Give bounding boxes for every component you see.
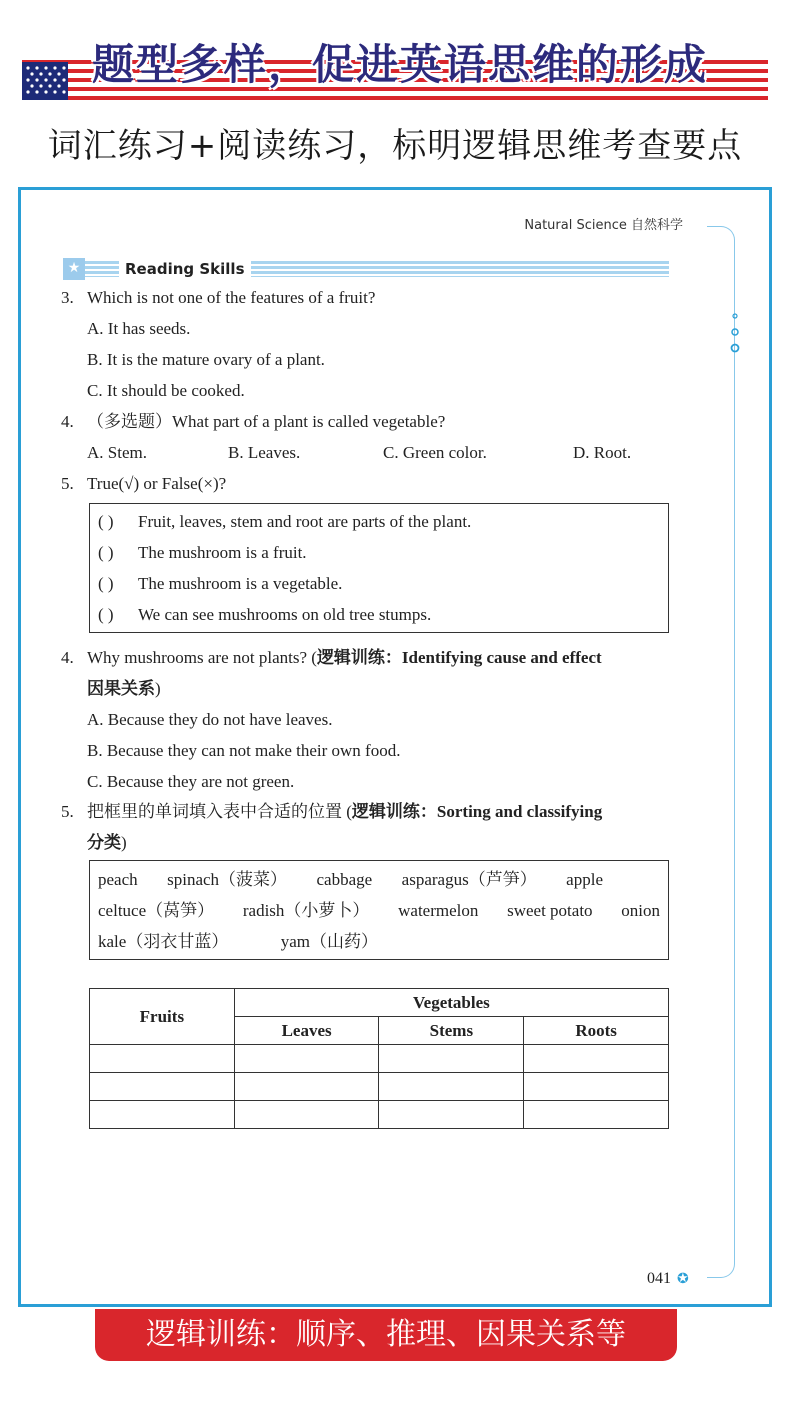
word: spinach（菠菜） <box>167 870 288 889</box>
question-text: （多选题）What part of a plant is called vegetable? <box>87 412 446 431</box>
option: A. Because they do not have leaves. <box>87 710 333 729</box>
question-5b <box>61 799 602 825</box>
table-cell[interactable] <box>234 1073 379 1101</box>
true-false-box <box>89 503 669 633</box>
tf-statement: ( ) The mushroom is a vegetable. <box>98 571 342 597</box>
option: C. It should be cooked. <box>87 381 245 400</box>
logic-tag: 逻辑训练：Identifying cause and effect <box>316 648 602 667</box>
word: onion <box>621 901 660 920</box>
reading-skills-bar <box>63 258 669 280</box>
star-icon: ★ <box>63 258 85 280</box>
word-row <box>98 898 660 924</box>
word: asparagus（芦笋） <box>401 870 537 889</box>
logic-tag: 逻辑训练：Sorting and classifying <box>351 802 603 821</box>
section-title: Reading Skills <box>119 258 251 280</box>
question-number: 5. <box>61 474 74 493</box>
word: cabbage <box>316 870 373 889</box>
word: peach <box>98 870 138 889</box>
tf-statement: ( ) The mushroom is a fruit. <box>98 540 307 566</box>
header-vegetables: Vegetables <box>234 989 668 1017</box>
answer-blank[interactable]: ( ) <box>98 605 114 624</box>
question-text: 把框里的单词填入表中合适的位置 ( <box>87 802 352 821</box>
header-leaves: Leaves <box>234 1017 379 1045</box>
banner-title: 题型多样，促进英语思维的形成 <box>92 40 709 89</box>
table-cell[interactable] <box>379 1101 524 1129</box>
table-cell[interactable] <box>90 1073 235 1101</box>
question-3 <box>61 285 375 311</box>
table-cell[interactable] <box>234 1045 379 1073</box>
table-cell[interactable] <box>234 1101 379 1129</box>
question-number: 5. <box>61 802 74 821</box>
word: watermelon <box>398 901 479 920</box>
table-cell[interactable] <box>90 1045 235 1073</box>
option: D. Root. <box>573 443 632 462</box>
table-cell[interactable] <box>524 1073 669 1101</box>
question-text: Why mushrooms are not plants? ( <box>87 648 317 667</box>
table-cell[interactable] <box>524 1045 669 1073</box>
header-stems: Stems <box>379 1017 524 1045</box>
question-text: Which is not one of the features of a fruit? <box>87 288 376 307</box>
question-number: 4. <box>61 648 74 667</box>
question-text: True(√) or False(×)? <box>87 474 227 493</box>
option: C. Green color. <box>383 443 487 462</box>
question-4 <box>61 409 445 435</box>
logic-tag-continued: 分类) <box>87 833 127 852</box>
table-cell[interactable] <box>90 1101 235 1129</box>
table-cell[interactable] <box>379 1073 524 1101</box>
question-5 <box>61 471 226 497</box>
question-number: 4. <box>61 412 74 431</box>
classification-table <box>89 988 669 1129</box>
footer-label: 逻辑训练：顺序、推理、因果关系等 <box>95 1309 677 1361</box>
answer-blank[interactable]: ( ) <box>98 574 114 593</box>
tf-statement: ( ) Fruit, leaves, stem and root are parts of the plant. <box>98 509 471 535</box>
option: C. Because they are not green. <box>87 772 295 791</box>
flag-icon <box>22 62 68 100</box>
side-dots-icon <box>727 310 743 360</box>
table-row <box>90 1045 669 1073</box>
table-row <box>90 1073 669 1101</box>
table-cell[interactable] <box>524 1101 669 1129</box>
word-bank-box <box>89 860 669 960</box>
header-roots: Roots <box>524 1017 669 1045</box>
word-row <box>98 867 603 893</box>
option: B. Leaves. <box>228 443 301 462</box>
page-frame <box>18 187 772 1307</box>
option: A. It has seeds. <box>87 319 191 338</box>
banner-subtitle: 词汇练习+阅读练习，标明逻辑思维考查要点 <box>47 126 743 166</box>
option: B. It is the mature ovary of a plant. <box>87 350 325 369</box>
page-header: Natural Science 自然科学 <box>520 214 687 233</box>
page-number: 041 <box>647 1270 671 1287</box>
word: radish（小萝卜） <box>242 901 370 920</box>
logic-tag-continued: 因果关系) <box>87 679 161 698</box>
header-fruits: Fruits <box>90 989 235 1045</box>
side-decoration-line <box>707 226 735 1278</box>
table-cell[interactable] <box>379 1045 524 1073</box>
word: apple <box>566 870 603 889</box>
top-banner <box>22 36 768 106</box>
option: B. Because they can not make their own food. <box>87 741 401 760</box>
tf-statement: ( ) We can see mushrooms on old tree stumps. <box>98 602 431 628</box>
word: yam（山药） <box>280 932 378 951</box>
table-row <box>90 1101 669 1129</box>
word: kale（羽衣甘蓝） <box>98 932 229 951</box>
question-4b <box>61 645 602 671</box>
answer-blank[interactable]: ( ) <box>98 543 114 562</box>
word-row <box>98 929 378 955</box>
option: A. Stem. <box>87 443 147 462</box>
answer-blank[interactable]: ( ) <box>98 512 114 531</box>
question-number: 3. <box>61 288 74 307</box>
page-star-icon: ✪ <box>677 1272 689 1287</box>
word: celtuce（莴笋） <box>98 901 215 920</box>
word: sweet potato <box>507 901 593 920</box>
